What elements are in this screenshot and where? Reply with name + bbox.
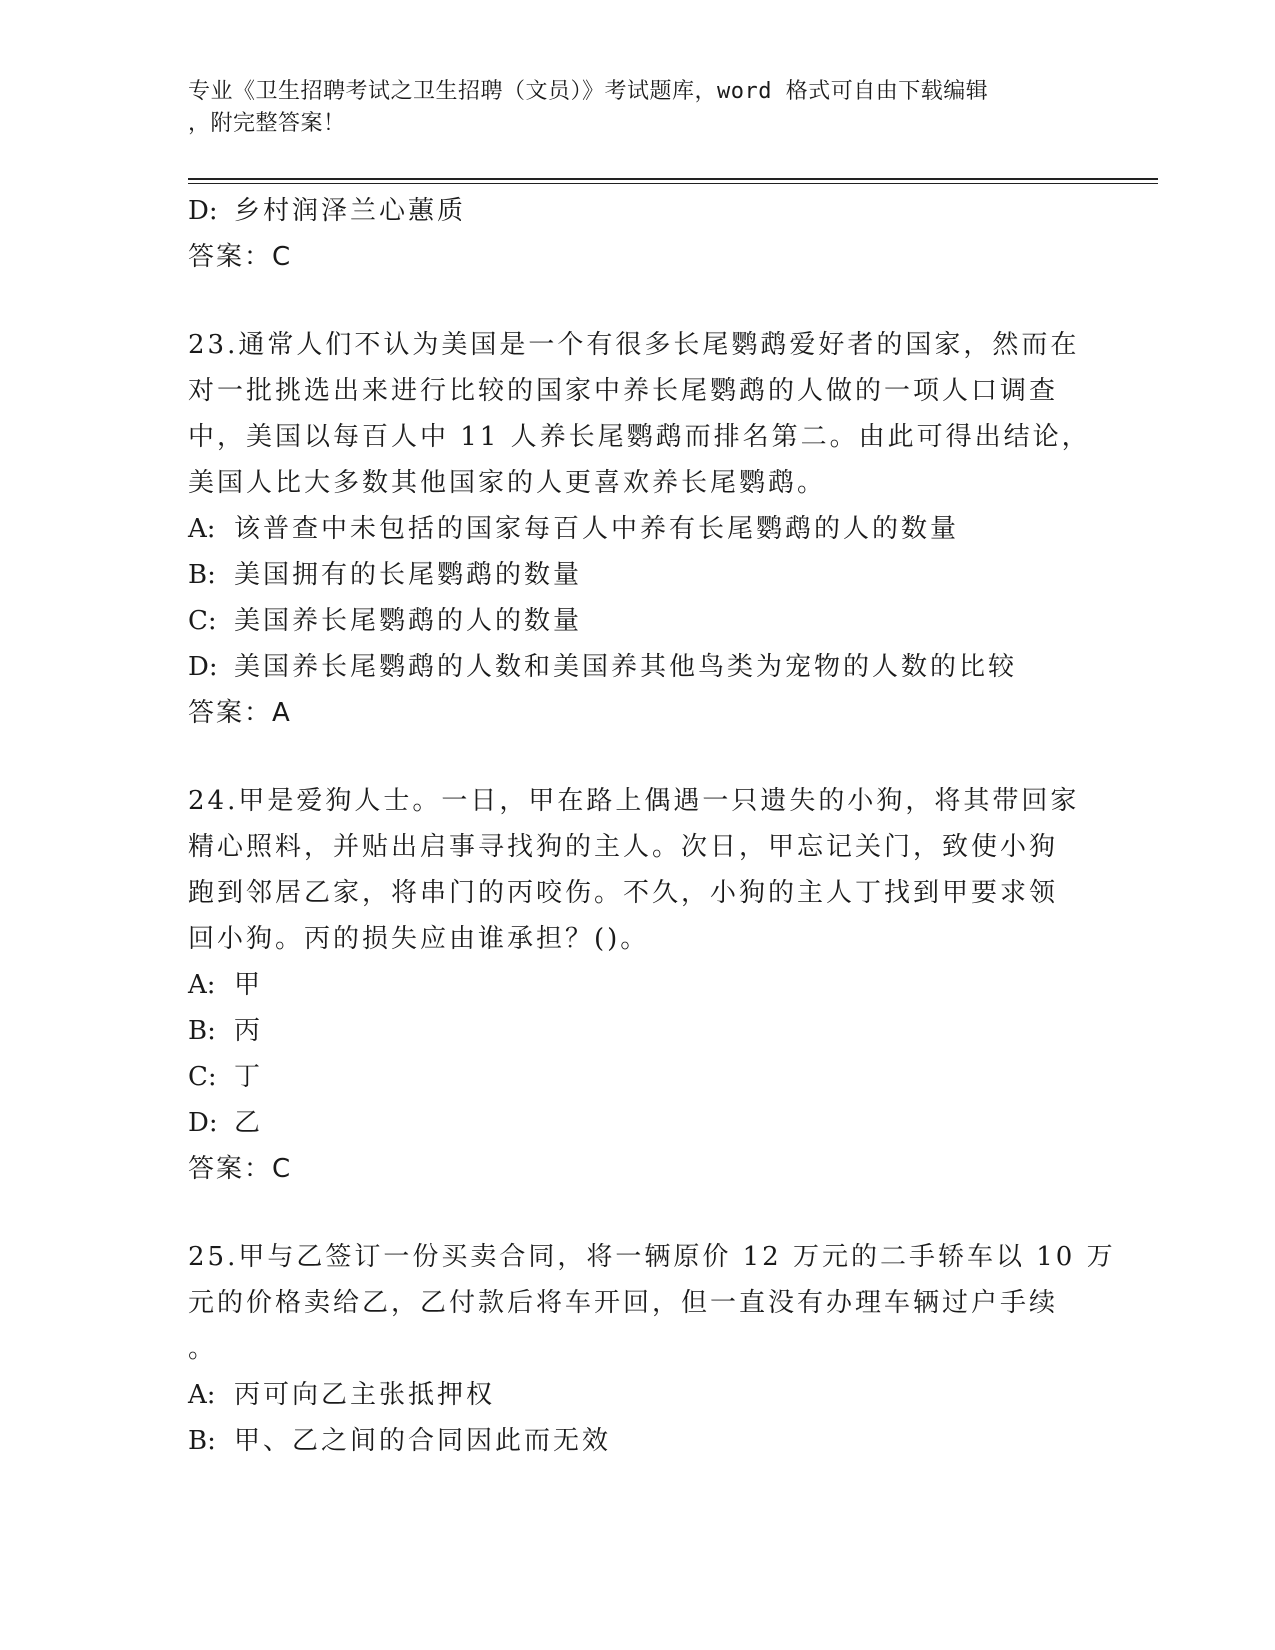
question-24-line-4: 回小狗。丙的损失应由谁承担？()。 [188,924,650,954]
option-text: 丙 [234,1016,264,1046]
option-label: C: [188,1062,217,1092]
question-23-line-1: 23.通常人们不认为美国是一个有很多长尾鹦鹉爱好者的国家，然而在 [188,330,1080,360]
question-24-option-b [188,1008,1088,1054]
question-24-line-2: 精心照料，并贴出启事寻找狗的主人。次日，甲忘记关门，致使小狗 [188,832,1059,862]
question-24 [188,778,1088,1192]
option-label: D: [188,196,218,226]
header-divider-thin [188,183,1158,184]
question-23-line-4: 美国人比大多数其他国家的人更喜欢养长尾鹦鹉。 [188,468,827,498]
question-25-option-a [188,1372,1088,1418]
question-23-option-b [188,552,1088,598]
option-label: A: [188,514,216,544]
spacer [188,280,1088,322]
option-text: 丁 [234,1062,264,1092]
option-label: D: [188,652,218,682]
question-23-line-3: 中，美国以每百人中 11 人养长尾鹦鹉而排名第二。由此可得出结论， [188,422,1091,452]
question-24-answer: 答案：C [188,1154,293,1184]
question-24-line-3: 跑到邻居乙家，将串门的丙咬伤。不久，小狗的主人丁找到甲要求领 [188,878,1059,908]
option-text: 乙 [234,1108,264,1138]
document-header: 专业《卫生招聘考试之卫生招聘（文员）》考试题库，word 格式可自由下载编辑 ，附完整答案！ [188,79,989,136]
question-23-option-d [188,644,1088,690]
question-content [188,188,1116,1464]
prev-option-d [188,188,1088,234]
option-label: A: [188,970,216,1000]
question-25 [188,1234,1116,1464]
option-label: B: [188,1016,216,1046]
option-text: 乡村润泽兰心蕙质 [234,196,467,226]
question-23-answer: 答案：A [188,698,292,728]
option-text: 美国拥有的长尾鹦鹉的数量 [234,560,583,590]
option-label: B: [188,1426,216,1456]
option-label: B: [188,560,216,590]
question-25-line-1: 25.甲与乙签订一份买卖合同，将一辆原价 12 万元的二手轿车以 10 万 [188,1242,1116,1272]
spacer [188,736,1088,778]
question-25-option-b [188,1418,1088,1464]
question-24-option-a [188,962,1088,1008]
option-text: 美国养长尾鹦鹉的人数和美国养其他鸟类为宠物的人数的比较 [234,652,1018,682]
option-text: 甲 [234,970,264,1000]
question-23-line-2: 对一批挑选出来进行比较的国家中养长尾鹦鹉的人做的一项人口调查 [188,376,1059,406]
option-text: 该普查中未包括的国家每百人中养有长尾鹦鹉的人的数量 [234,514,960,544]
option-text: 丙可向乙主张抵押权 [234,1380,496,1410]
option-text: 甲、乙之间的合同因此而无效 [234,1426,612,1456]
option-label: A: [188,1380,216,1410]
spacer [188,1192,1088,1234]
prev-answer: 答案：C [188,242,293,272]
option-text: 美国养长尾鹦鹉的人的数量 [234,606,583,636]
option-label: C: [188,606,217,636]
option-label: D: [188,1108,218,1138]
question-23-option-c [188,598,1088,644]
question-23 [188,322,1091,736]
question-24-option-d [188,1100,1088,1146]
question-24-option-c [188,1054,1088,1100]
question-25-line-2: 元的价格卖给乙，乙付款后将车开回，但一直没有办理车辆过户手续 [188,1288,1059,1318]
header-divider-thick [188,178,1158,180]
question-25-line-3: 。 [188,1334,218,1364]
question-24-line-1: 24.甲是爱狗人士。一日，甲在路上偶遇一只遗失的小狗，将其带回家 [188,786,1080,816]
question-23-option-a [188,506,1088,552]
